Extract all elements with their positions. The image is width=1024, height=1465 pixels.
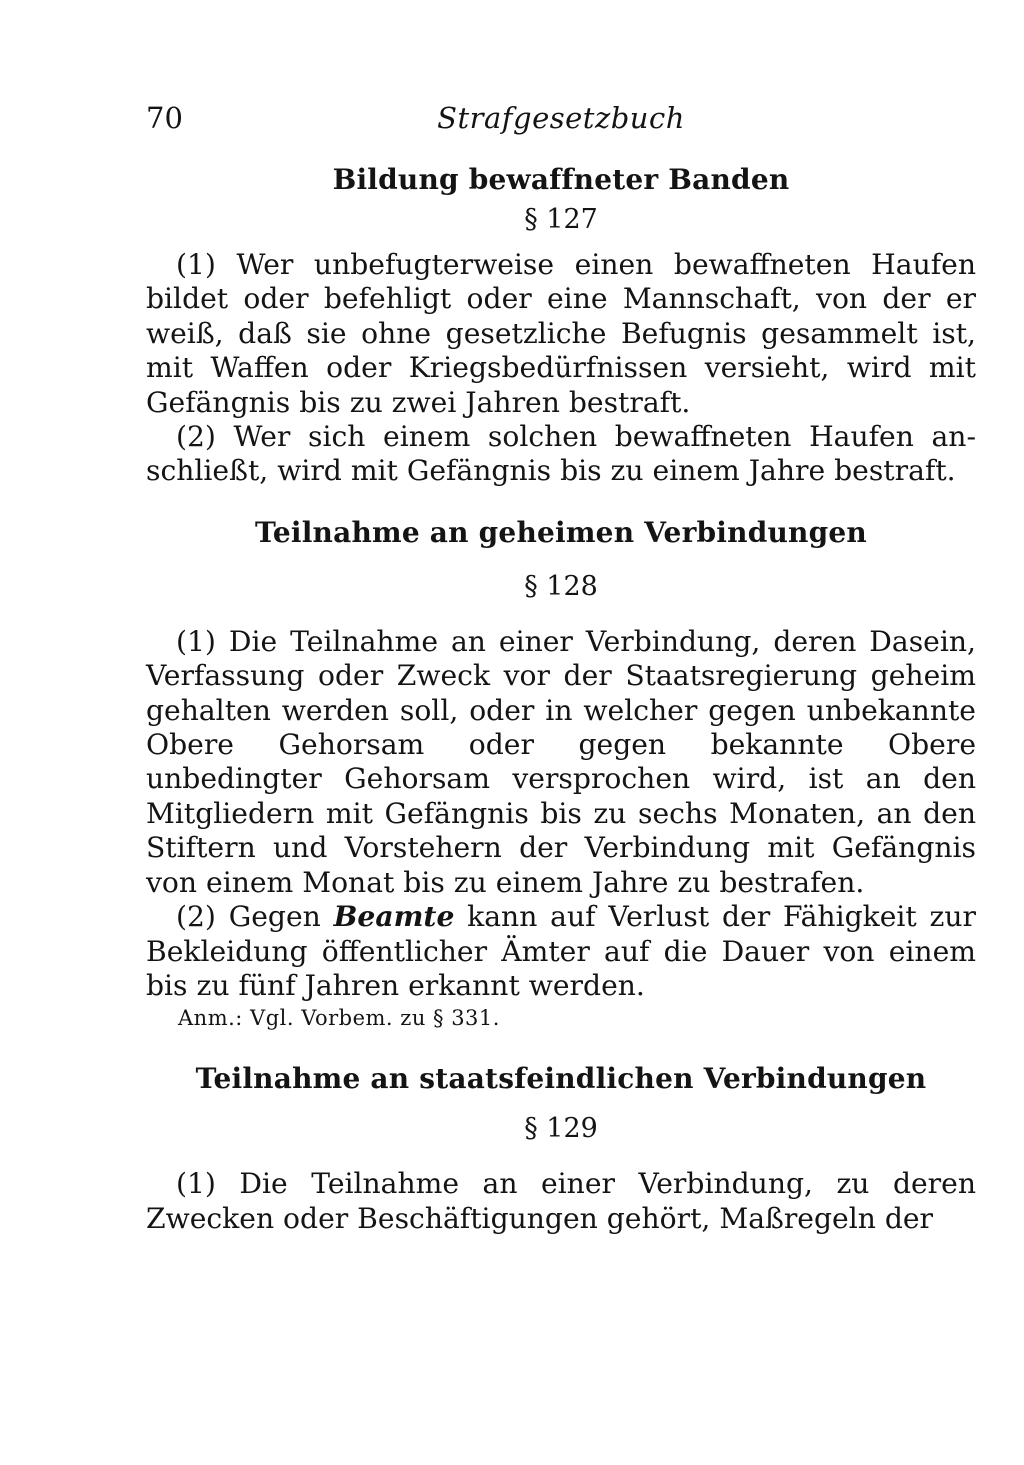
running-title: Strafgesetzbuch <box>437 101 685 135</box>
section-number: § 129 <box>524 1113 598 1145</box>
section-heading: Teilnahme an geheimen Verbindungen <box>255 515 867 549</box>
paragraph-rest: kann auf Verlust der Fähigkeit zur Bekleidung öffentlicher Ämter auf die Dauer von einem bis zu fünf Jahren erkannt werden. <box>146 900 976 1002</box>
section-number: § 127 <box>524 204 598 235</box>
emphasized-term: Beamte <box>333 900 455 934</box>
section-heading: Bildung bewaffneter Banden <box>332 163 790 196</box>
page-body <box>146 160 976 1236</box>
page-number: 70 <box>146 101 183 135</box>
page-header <box>146 96 976 140</box>
paragraph: (1) Die Teilnahme an einer Verbindung, deren Dasein, Verfassung oder Zweck vor der Staatsregierung geheim gehalten werden soll, oder in welcher gegen unbekannte Obere Gehorsam oder gegen bekannte Obere unbedingter Gehorsam versprochen wird, ist an den Mitgliedern mit Gefängnis bis zu sechs Monaten, an den Stiftern und Vorstehern der Verbindung mit Gefängnis von einem Monat bis zu einem Jahre zu bestrafen. <box>146 624 976 899</box>
paragraph-start: (2) Gegen <box>176 900 334 934</box>
paragraph <box>146 900 976 1003</box>
annotation-note: Anm.: Vgl. Vorbem. zu § 331. <box>178 1006 500 1031</box>
section-129 <box>146 1059 976 1236</box>
section-127 <box>146 160 976 489</box>
paragraph: (2) Wer sich einem solchen bewaffneten Haufen anschließt, wird mit Gefängnis bis zu einem Jahre bestraft. <box>146 420 976 488</box>
section-number: § 128 <box>524 570 598 602</box>
paragraph: (1) Wer unbefugterweise einen bewaffneten Haufen bildet oder befehligt oder eine Mannschaft, von der er weiß, daß sie ohne gesetzliche Befugnis gesammelt ist, mit Waffen oder Kriegsbedürfnissen versieht, wird mit Gefängnis bis zu zwei Jahren bestraft. <box>146 248 976 419</box>
paragraph: (1) Die Teilnahme an einer Verbindung, zu deren Zwecken oder Beschäftigungen gehört, Maßregeln der <box>146 1167 976 1235</box>
section-heading: Teilnahme an staatsfeindlichen Verbindungen <box>195 1062 927 1096</box>
section-128 <box>146 513 976 1033</box>
